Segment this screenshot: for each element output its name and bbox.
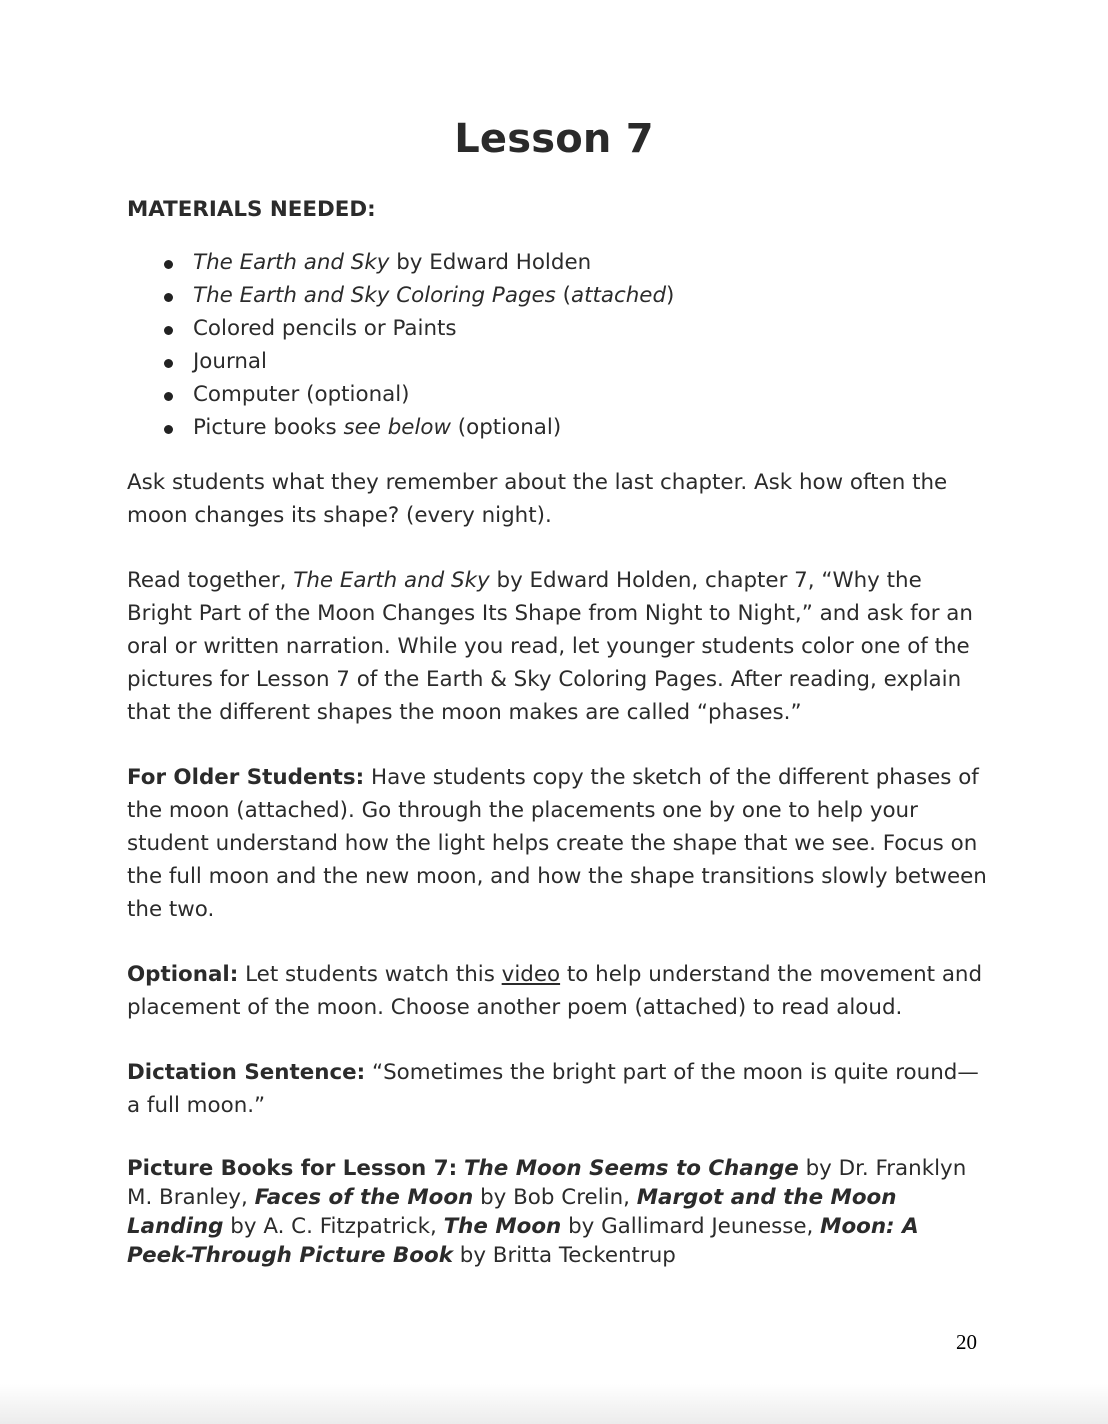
list-item: Computer (optional) xyxy=(127,378,987,411)
book-title: The Moon Seems to Change xyxy=(463,1156,799,1181)
book-title: The Moon xyxy=(443,1214,562,1239)
older-students-label: For Older Students: xyxy=(127,765,365,790)
intro-paragraph: Ask students what they remember about the last chapter. Ask how often the moon changes its shape? (every night). xyxy=(127,470,948,528)
bullet-icon xyxy=(164,359,173,368)
list-item: The Earth and Sky by Edward Holden xyxy=(127,246,987,279)
bullet-icon xyxy=(164,293,173,302)
optional-paragraph: Optional: Let students watch this video to help understand the movement and placement of the moon. Choose another poem (attached) to read aloud. xyxy=(127,962,983,1020)
materials-heading: MATERIALS NEEDED: xyxy=(127,197,376,222)
older-students-paragraph: For Older Students: Have students copy the sketch of the different phases of the moon (attached). Go through the placements one by one to help your student understand how the light helps create the shape that we see. Focus on the full moon and the new moon, and how the shape transitions slowly between the two. xyxy=(127,765,987,922)
lesson-content xyxy=(127,193,987,1302)
bullet-icon xyxy=(164,425,173,434)
dictation-label: Dictation Sentence: xyxy=(127,1060,366,1085)
bullet-icon xyxy=(164,326,173,335)
book-title: Margot and the Moon Landing xyxy=(127,1185,897,1239)
video-link[interactable]: video xyxy=(501,962,561,987)
bullet-icon xyxy=(164,260,173,269)
page-title: Lesson 7 xyxy=(454,116,654,162)
book-title: Faces of the Moon xyxy=(254,1185,474,1210)
picture-books-paragraph: Picture Books for Lesson 7: The Moon Seems to Change by Dr. Franklyn M. Branley, Faces of the Moon by Bob Crelin, Margot and the Moon Landing by A. C. Fitzpatrick, The Moon by Gallimard Jeunesse, Moon: A Peek-Through Picture Book by Britta Teckentrup xyxy=(127,1156,967,1268)
reading-paragraph: Read together, The Earth and Sky by Edward Holden, chapter 7, “Why the Bright Part of the Moon Changes Its Shape from Night to Night,” and ask for an oral or written narration. While you read, let younger students color one of the pictures for Lesson 7 of the Earth & Sky Coloring Pages. After reading, explain that the different shapes the moon makes are called “phases.” xyxy=(127,568,973,725)
list-item: Colored pencils or Paints xyxy=(127,312,987,345)
materials-list xyxy=(127,246,987,444)
bullet-icon xyxy=(164,392,173,401)
list-item: The Earth and Sky Coloring Pages (attached) xyxy=(127,279,987,312)
list-item: Picture books see below (optional) xyxy=(127,411,987,444)
page-bottom-shadow xyxy=(0,1384,1108,1424)
dictation-paragraph: Dictation Sentence: “Sometimes the bright part of the moon is quite round—a full moon.” xyxy=(127,1060,979,1118)
picture-books-label: Picture Books for Lesson 7: xyxy=(127,1156,458,1181)
book-title: Moon: A Peek-Through Picture Book xyxy=(127,1214,919,1268)
list-item: Journal xyxy=(127,345,987,378)
page-number: 20 xyxy=(956,1330,977,1354)
optional-label: Optional: xyxy=(127,962,239,987)
